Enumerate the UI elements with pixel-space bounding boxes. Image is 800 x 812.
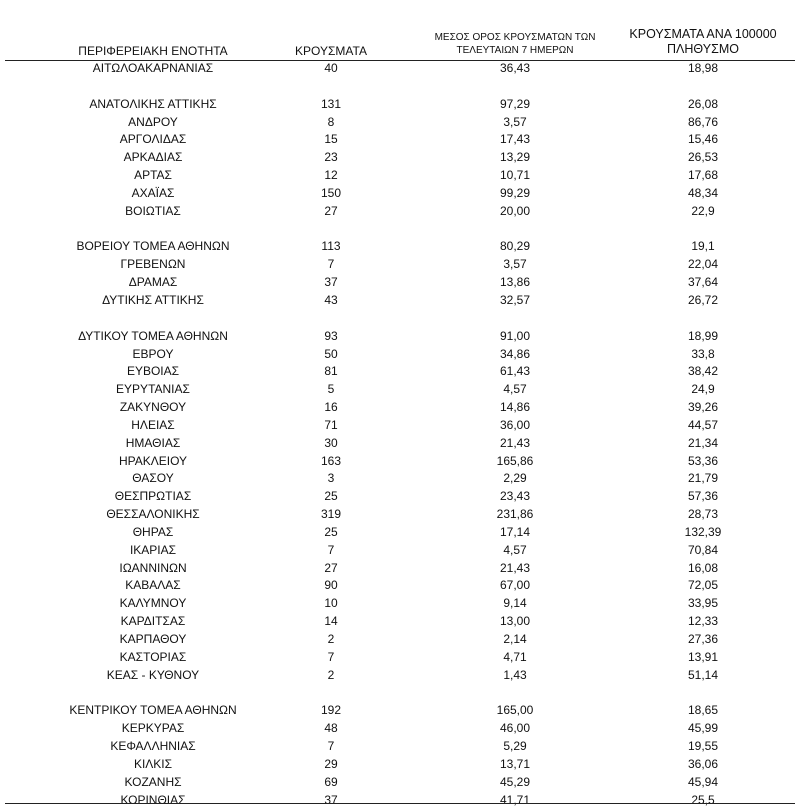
cases-cell: 319 [320,507,342,522]
avg-7day-cell: 67,00 [499,578,531,593]
table-row [0,595,800,613]
region-name-cell: ΚΟΖΑΝΗΣ [124,774,182,789]
table-row [0,274,800,292]
cases-cell: 27 [324,203,338,218]
cases-cell: 29 [324,756,338,771]
per-100k-cell: 132,39 [684,524,722,539]
cases-cell: 150 [320,185,342,200]
table-row [0,738,800,756]
region-name-cell: ΚΙΛΚΙΣ [133,756,173,771]
cases-cell: 25 [324,489,338,504]
avg-7day-cell: 17,43 [499,132,531,147]
avg-7day-cell: 5,29 [503,739,527,754]
avg-7day-cell: 46,00 [499,721,531,736]
region-name-cell: ΚΑΛΥΜΝΟΥ [119,596,187,611]
region-name-cell: ΔΡΑΜΑΣ [128,275,178,290]
avg-7day-cell: 10,71 [499,168,531,183]
avg-7day-cell: 4,57 [503,382,527,397]
avg-7day-cell: 13,71 [499,756,531,771]
avg-7day-cell: 20,00 [499,203,531,218]
spacer-row [0,78,800,96]
region-name-cell: ΑΡΤΑΣ [134,168,172,183]
avg-7day-cell: 2,14 [503,632,527,646]
cases-cell: 2 [327,667,335,682]
avg-7day-cell: 9,14 [503,596,527,611]
per-100k-cell: 72,05 [687,578,719,593]
cases-cell: 7 [327,542,335,557]
cases-cell: 12 [324,168,338,183]
per-100k-cell: 51,14 [687,667,719,682]
region-name-cell: ΚΕΦΑΛΛΗΝΙΑΣ [110,739,196,754]
header-region: ΠΕΡΙΦΕΡΕΙΑΚΗ ΕΝΟΤΗΤΑ [78,44,228,58]
avg-7day-cell: 1,43 [503,667,527,682]
per-100k-cell: 26,72 [687,292,719,307]
table-row [0,363,800,381]
per-100k-cell: 18,99 [687,328,719,343]
avg-7day-cell: 17,14 [499,524,531,539]
region-name-cell: ΒΟΡΕΙΟΥ ΤΟΜΕΑ ΑΘΗΝΩΝ [76,239,230,254]
bottom-rule [5,803,795,804]
header-avg-line2: ΤΕΛΕΥΤΑΙΩΝ 7 ΗΜΕΡΩΝ [456,45,574,56]
spacer-row [0,221,800,239]
avg-7day-cell: 61,43 [499,364,531,379]
region-name-cell: ΚΑΒΑΛΑΣ [125,578,181,593]
table-row [0,524,800,542]
cases-cell: 2 [327,632,335,646]
per-100k-cell: 53,36 [687,453,719,468]
table-row [0,470,800,488]
table-row [0,417,800,435]
avg-7day-cell: 23,43 [499,489,531,504]
avg-7day-cell: 32,57 [499,292,531,307]
table-row [0,131,800,149]
cases-cell: 131 [320,96,342,111]
region-name-cell: ΕΥΒΟΙΑΣ [126,364,180,379]
per-100k-cell: 44,57 [687,417,719,432]
table-row [0,60,800,78]
per-100k-cell: 22,9 [691,203,715,218]
avg-7day-cell: 13,29 [499,150,531,165]
region-name-cell: ΔΥΤΙΚΟΥ ΤΟΜΕΑ ΑΘΗΝΩΝ [78,328,228,343]
region-name-cell: ΚΑΡΠΑΘΟΥ [119,632,187,646]
header-per-line1: ΚΡΟΥΣΜΑΤΑ ΑΝΑ 100000 [629,27,777,41]
cases-cell: 23 [324,150,338,165]
cases-cell: 50 [324,346,338,361]
spacer-row [0,685,800,703]
region-name-cell: ΙΚΑΡΙΑΣ [129,542,177,557]
table-row [0,167,800,185]
avg-7day-cell: 45,29 [499,774,531,789]
table-row [0,756,800,774]
region-name-cell: ΑΙΤΩΛΟΑΚΑΡΝΑΝΙΑΣ [92,61,214,75]
cases-cell: 16 [324,400,338,415]
avg-7day-cell: 21,43 [499,560,531,575]
per-100k-cell: 26,08 [687,96,719,111]
cases-cell: 7 [327,739,335,754]
per-100k-cell: 48,34 [687,185,719,200]
region-name-cell: ΑΡΓΟΛΙΔΑΣ [119,132,187,147]
cases-cell: 8 [327,114,335,129]
table-row [0,613,800,631]
table-row [0,435,800,453]
avg-7day-cell: 13,86 [499,275,531,290]
table-row [0,399,800,417]
per-100k-cell: 15,46 [687,132,719,147]
table-row [0,346,800,364]
per-100k-cell: 21,34 [687,435,719,450]
table-row [0,381,800,399]
avg-7day-cell: 3,57 [503,114,527,129]
region-name-cell: ΗΡΑΚΛΕΙΟΥ [118,453,188,468]
region-name-cell: ΗΜΑΘΙΑΣ [125,435,181,450]
spacer-row [0,310,800,328]
per-100k-cell: 37,64 [687,275,719,290]
table-row [0,649,800,667]
per-100k-cell: 18,65 [687,703,719,718]
region-name-cell: ΑΡΚΑΔΙΑΣ [123,150,183,165]
cases-cell: 113 [321,239,341,254]
cases-cell: 27 [324,560,338,575]
region-name-cell: ΘΗΡΑΣ [132,524,174,539]
region-name-cell: ΚΕΝΤΡΙΚΟΥ ΤΟΜΕΑ ΑΘΗΝΩΝ [69,703,237,718]
per-100k-cell: 26,53 [687,150,719,165]
per-100k-cell: 16,08 [687,560,719,575]
avg-7day-cell: 80,29 [499,239,531,254]
table-row [0,667,800,685]
avg-7day-cell: 231,86 [496,507,534,522]
avg-7day-cell: 4,57 [503,542,527,557]
cases-cell: 48 [324,721,338,736]
table-header [0,0,800,62]
per-100k-cell: 19,1 [691,239,715,254]
table-row [0,542,800,560]
region-name-cell: ΚΟΡΙΝΘΙΑΣ [120,792,186,807]
cases-cell: 30 [324,435,338,450]
cases-cell: 25 [324,524,338,539]
region-name-cell: ΔΥΤΙΚΗΣ ΑΤΤΙΚΗΣ [102,292,204,307]
table-row [0,702,800,720]
cases-cell: 7 [327,649,335,664]
per-100k-cell: 45,94 [687,774,719,789]
per-100k-cell: 27,36 [687,632,719,646]
header-per-line2: ΠΛΗΘΥΣΜΟ [667,42,739,56]
per-100k-cell: 12,33 [687,614,719,629]
avg-7day-cell: 3,57 [503,257,527,272]
table-row [0,631,800,649]
region-name-cell: ΕΒΡΟΥ [132,346,174,361]
table-row [0,560,800,578]
per-100k-cell: 70,84 [687,542,719,557]
per-100k-cell: 28,73 [687,507,719,522]
region-name-cell: ΕΥΡΥΤΑΝΙΑΣ [116,382,190,397]
region-name-cell: ΚΕΑΣ - ΚΥΘΝΟΥ [106,667,200,682]
per-100k-cell: 21,79 [687,471,719,486]
per-100k-cell: 86,76 [687,114,719,129]
per-100k-cell: 19,55 [687,739,719,754]
avg-7day-cell: 97,29 [499,96,531,111]
table-row [0,292,800,310]
per-100k-cell: 24,9 [691,382,715,397]
per-100k-cell: 33,95 [687,596,719,611]
cases-cell: 93 [324,328,338,343]
cases-cell: 14 [324,614,338,629]
table-row [0,328,800,346]
cases-cell: 37 [324,792,338,807]
per-100k-cell: 17,68 [687,168,719,183]
avg-7day-cell: 2,29 [503,471,527,486]
cases-cell: 40 [324,61,338,75]
cases-cell: 15 [324,132,338,147]
table-row [0,256,800,274]
table-row [0,792,800,810]
header-cases: ΚΡΟΥΣΜΑΤΑ [295,44,367,58]
cases-cell: 10 [324,596,338,611]
table-row [0,506,800,524]
cases-cell: 192 [320,703,342,718]
avg-7day-cell: 165,86 [496,453,534,468]
table-row [0,203,800,221]
table-row [0,185,800,203]
avg-7day-cell: 34,86 [499,346,531,361]
region-name-cell: ΚΑΣΤΟΡΙΑΣ [119,649,187,664]
table-row [0,149,800,167]
per-100k-cell: 39,26 [687,400,719,415]
cases-cell: 90 [324,578,338,593]
avg-7day-cell: 41,71 [499,792,531,807]
avg-7day-cell: 36,00 [499,417,531,432]
avg-7day-cell: 21,43 [499,435,531,450]
cases-cell: 69 [324,774,338,789]
per-100k-cell: 45,99 [687,721,719,736]
per-100k-cell: 57,36 [687,489,719,504]
table-row [0,774,800,792]
region-name-cell: ΘΑΣΟΥ [132,471,174,486]
region-name-cell: ΒΟΙΩΤΙΑΣ [125,203,181,218]
per-100k-cell: 13,91 [687,649,719,664]
region-name-cell: ΓΡΕΒΕΝΩΝ [120,257,186,272]
cases-cell: 81 [324,364,338,379]
avg-7day-cell: 91,00 [499,328,531,343]
region-name-cell: ΖΑΚΥΝΘΟΥ [119,400,187,415]
region-name-cell: ΚΑΡΔΙΤΣΑΣ [120,614,186,629]
region-name-cell: ΑΧΑΪΑΣ [131,185,175,200]
cases-cell: 163 [320,453,342,468]
cases-cell: 37 [324,275,338,290]
table-row [0,238,800,256]
table-row [0,453,800,471]
region-name-cell: ΑΝΔΡΟΥ [128,114,178,129]
table-row [0,720,800,738]
cases-cell: 43 [324,292,338,307]
table-row [0,96,800,114]
region-name-cell: ΘΕΣΠΡΩΤΙΑΣ [114,489,192,504]
per-100k-cell: 25,5 [691,792,715,807]
avg-7day-cell: 4,71 [503,649,527,664]
per-100k-cell: 38,42 [687,364,719,379]
per-100k-cell: 18,98 [687,61,719,75]
table-row [0,577,800,595]
avg-7day-cell: 36,43 [499,61,531,75]
cases-cell: 71 [324,417,338,432]
avg-7day-cell: 13,00 [499,614,531,629]
cases-cell: 3 [327,471,335,486]
avg-7day-cell: 165,00 [496,703,534,718]
table-row [0,488,800,506]
cases-cell: 7 [327,257,335,272]
region-name-cell: ΗΛΕΙΑΣ [131,417,175,432]
table-row [0,114,800,132]
per-100k-cell: 22,04 [687,257,719,272]
avg-7day-cell: 14,86 [499,400,531,415]
per-100k-cell: 36,06 [687,756,719,771]
avg-7day-cell: 99,29 [499,185,531,200]
region-name-cell: ΑΝΑΤΟΛΙΚΗΣ ΑΤΤΙΚΗΣ [89,96,217,111]
table-body [0,60,800,809]
cases-cell: 5 [327,382,335,397]
region-name-cell: ΚΕΡΚΥΡΑΣ [121,721,185,736]
region-name-cell: ΘΕΣΣΑΛΟΝΙΚΗΣ [106,507,200,522]
region-name-cell: ΙΩΑΝΝΙΝΩΝ [119,560,187,575]
header-avg-line1: ΜΕΣΟΣ ΟΡΟΣ ΚΡΟΥΣΜΑΤΩΝ ΤΩΝ [434,32,596,43]
per-100k-cell: 33,8 [691,346,715,361]
